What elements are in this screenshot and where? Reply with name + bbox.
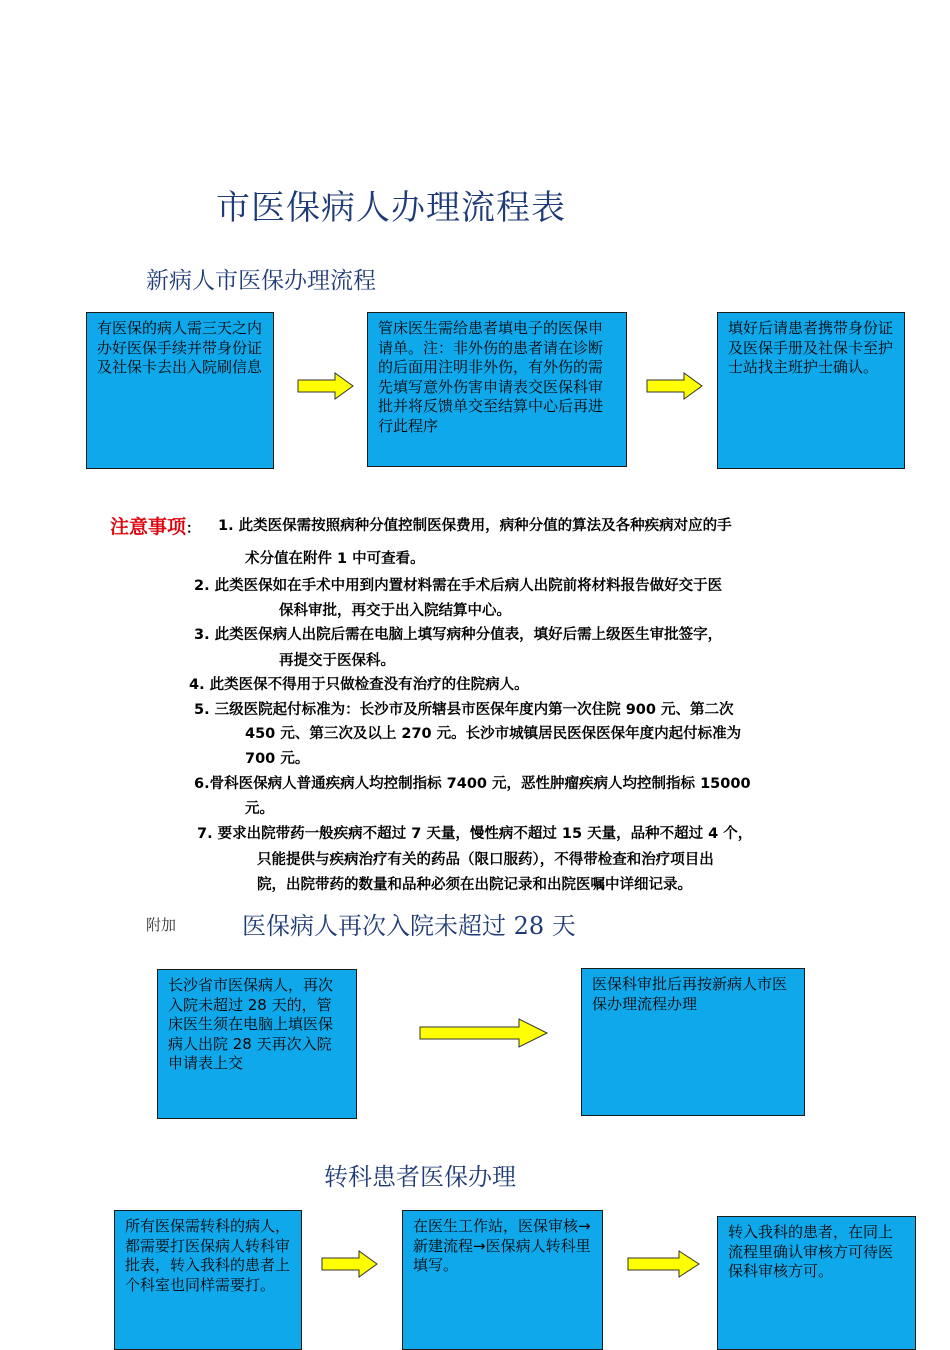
note-line: 5. 三级医院起付标准为：长沙市及所辖县市医保年度内第一次住院 900 元、第二次 [194, 702, 734, 718]
note-line: 院，出院带药的数量和品种必须在出院记录和出院医嘱中详细记录。 [257, 877, 692, 893]
transfer-box-step-1: 所有医保需转科的病人，都需要打医保病人转科审批表，转入我科的患者上个科室也同样需要打。 [114, 1210, 302, 1350]
note-line: 再提交于医保科。 [279, 653, 395, 669]
page-title: 市医保病人办理流程表 [216, 188, 566, 228]
section-transfer-heading: 转科患者医保办理 [324, 1163, 516, 1191]
right-arrow-icon [297, 372, 355, 400]
note-line: 2. 此类医保如在手术中用到内置材料需在手术后病人出院前将材料报告做好交于医 [194, 578, 723, 594]
note-line: 700 元。 [245, 751, 310, 767]
appendix-label: 附加 [146, 916, 177, 934]
section-new-patient-heading: 新病人市医保办理流程 [146, 268, 376, 294]
flow-box-step-2: 管床医生需给患者填电子的医保申请单。注：非外伤的患者请在诊断的后面用注明非外伤，有外伤的需先填写意外伤害申请表交医保科审批并将反馈单交至结算中心后再进行此程序 [367, 312, 627, 467]
flow-box-step-1: 有医保的病人需三天之内办好医保手续并带身份证及社保卡去出入院刷信息 [86, 312, 274, 469]
note-line: 450 元、第三次及以上 270 元。长沙市城镇居民医保医保年度内起付标准为 [245, 726, 742, 742]
note-line: 保科审批，再交于出入院结算中心。 [279, 603, 511, 619]
section-readmission-heading: 医保病人再次入院未超过 28 天 [242, 912, 576, 940]
note-line: 7. 要求出院带药一般疾病不超过 7 天量，慢性病不超过 15 天量，品种不超过 4 个， [197, 826, 753, 842]
right-arrow-icon [321, 1250, 379, 1278]
flow-box-step-3: 填好后请患者携带身份证及医保手册及社保卡至护士站找主班护士确认。 [717, 312, 905, 469]
readmission-box-step-2: 医保科审批后再按新病人市医保办理流程办理 [581, 968, 805, 1116]
note-line: 6.骨科医保病人普通疾病人均控制指标 7400 元，恶性肿瘤疾病人均控制指标 15000 [194, 776, 751, 792]
right-arrow-icon [419, 1017, 549, 1049]
readmission-box-step-1: 长沙省市医保病人，再次入院未超过 28 天的，管床医生须在电脑上填医保病人出院 28 天再次入院申请表上交 [157, 969, 357, 1119]
note-line: 1. 此类医保需按照病种分值控制医保费用，病种分值的算法及各种疾病对应的手 [218, 518, 732, 534]
notice-label-text: 注意事项 [110, 516, 187, 538]
transfer-box-step-2: 在医生工作站，医保审核→新建流程→医保病人转科里填写。 [402, 1210, 603, 1350]
notice-label [110, 512, 200, 539]
note-line: 术分值在附件 1 中可查看。 [245, 551, 425, 567]
note-line: 只能提供与疾病治疗有关的药品（限口服药），不得带检查和治疗项目出 [257, 852, 714, 868]
notice-colon: ： [186, 521, 201, 537]
right-arrow-icon [646, 372, 704, 400]
right-arrow-icon [627, 1250, 701, 1278]
note-line: 元。 [245, 801, 274, 817]
note-line: 4. 此类医保不得用于只做检查没有治疗的住院病人。 [189, 677, 529, 693]
note-line: 3. 此类医保病人出院后需在电脑上填写病种分值表，填好后需上级医生审批签字， [194, 627, 723, 643]
transfer-box-step-3: 转入我科的患者，在同上流程里确认审核方可待医保科审核方可。 [717, 1216, 916, 1350]
